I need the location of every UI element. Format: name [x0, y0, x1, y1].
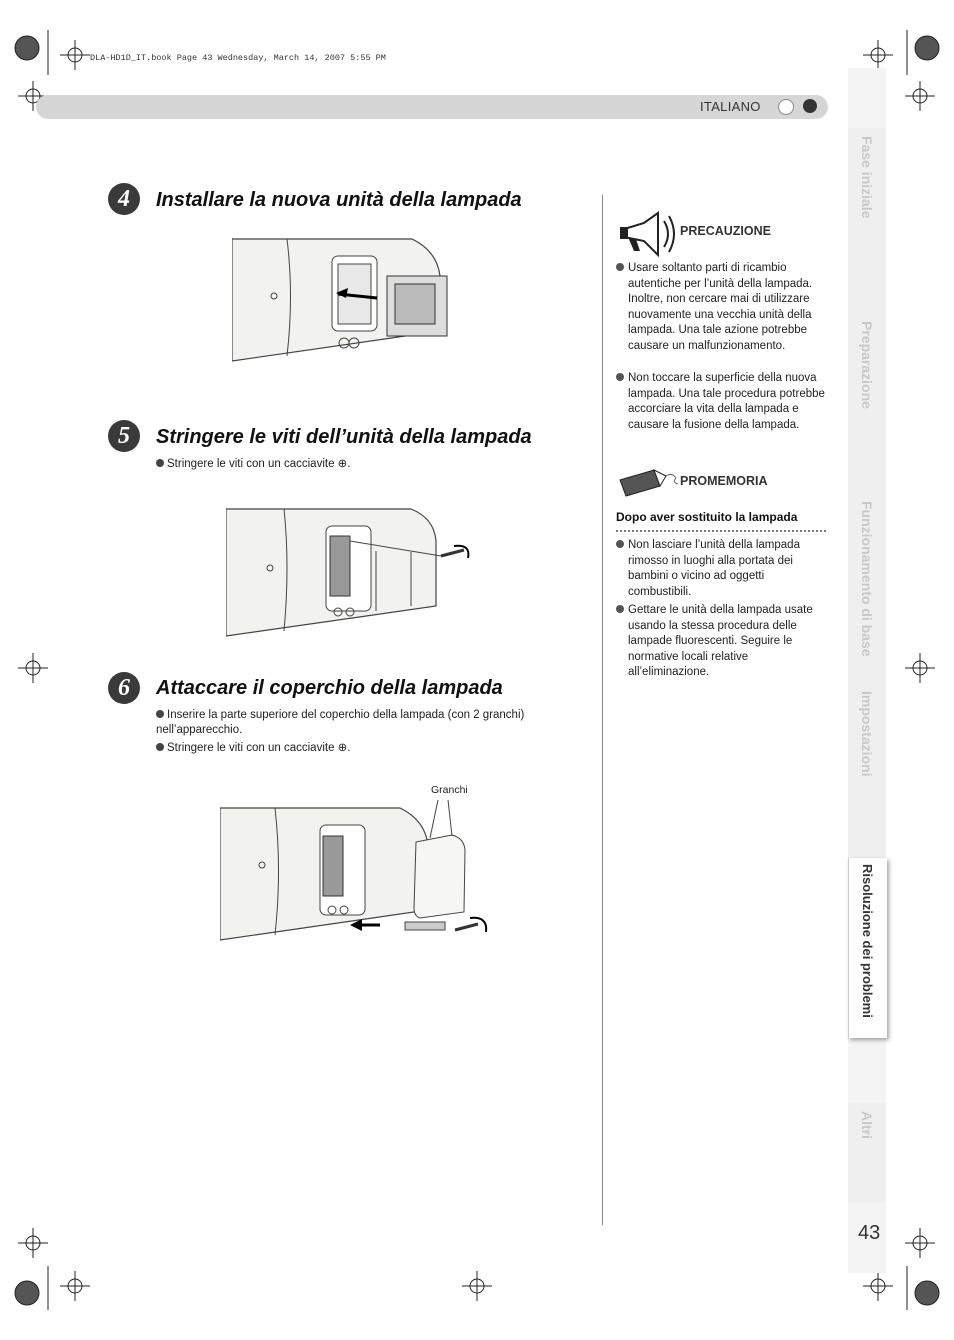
- page-number: 43: [858, 1222, 881, 1244]
- memo-dotted-divider: [616, 530, 826, 532]
- step-4-title: Installare la nuova unità della lampada: [156, 189, 522, 211]
- caution-bullet-1: Usare soltanto parti di ricambio autentiche per l’unità della lampada. Inoltre, non cercare mai di utilizzare nuovamente una vecchia unità della lampada. Una tale azione potrebbe causare un malfunzionamento.: [616, 261, 826, 354]
- tighten-screws-illustration: [226, 506, 476, 641]
- megaphone-icon: [616, 211, 678, 259]
- memo-bullet-1: Non lasciare l’unità della lampada rimosso in luoghi alla portata dei bambini o vicino ad oggetti combustibili.: [616, 538, 826, 600]
- tab-fase-iniziale[interactable]: Fase iniziale: [848, 128, 886, 368]
- tab-altri[interactable]: Altri: [848, 1103, 886, 1203]
- step-6-title: Attaccare il coperchio della lampada: [156, 677, 503, 699]
- step-6-badge: 6: [108, 672, 140, 704]
- caution-title: PRECAUZIONE: [680, 224, 771, 238]
- tab-risoluzione-problemi[interactable]: Risoluzione dei problemi: [848, 858, 887, 1038]
- circle-icon-empty: [778, 99, 794, 115]
- printer-info-line: DLA-HD1D_IT.book Page 43 Wednesday, March 14, 2007 5:55 PM: [90, 53, 386, 63]
- step-6-bullet-2: Stringere le viti con un cacciavite ⊕.: [156, 741, 351, 756]
- step-5-badge: 5: [108, 420, 140, 452]
- tab-funzionamento[interactable]: Funzionamento di base: [848, 493, 886, 683]
- column-divider: [602, 195, 603, 1225]
- install-lamp-illustration: [232, 236, 462, 371]
- granchi-callout: Granchi: [431, 784, 468, 796]
- memo-title: PROMEMORIA: [680, 474, 768, 488]
- step-5-bullet: Stringere le viti con un cacciavite ⊕.: [156, 457, 351, 472]
- caution-bullet-2: Non toccare la superficie della nuova lampada. Una tale procedura potrebbe accorciare la vita della lampada e causare la fusione della lampada.: [616, 371, 826, 433]
- memo-subtitle: Dopo aver sostituito la lampada: [616, 510, 798, 524]
- tab-preparazione[interactable]: Preparazione: [848, 313, 886, 493]
- step-4-badge: 4: [108, 183, 140, 215]
- circle-icon-filled: [803, 99, 817, 113]
- step-6-bullet-1: Inserire la parte superiore del coperchio della lampada (con 2 granchi) nell’apparecchio.: [156, 709, 525, 736]
- section-tabs: [848, 68, 954, 1273]
- pencil-memo-icon: [618, 466, 680, 498]
- tab-impostazioni[interactable]: Impostazioni: [848, 683, 886, 858]
- step-5-title: Stringere le viti dell’unità della lampada: [156, 426, 532, 448]
- memo-bullet-2: Gettare le unità della lampada usate usando la stessa procedura delle lampade fluorescenti. Seguire le normative locali relative all’eliminazione.: [616, 603, 826, 681]
- language-label: ITALIANO: [700, 99, 761, 114]
- attach-cover-illustration: [220, 800, 500, 945]
